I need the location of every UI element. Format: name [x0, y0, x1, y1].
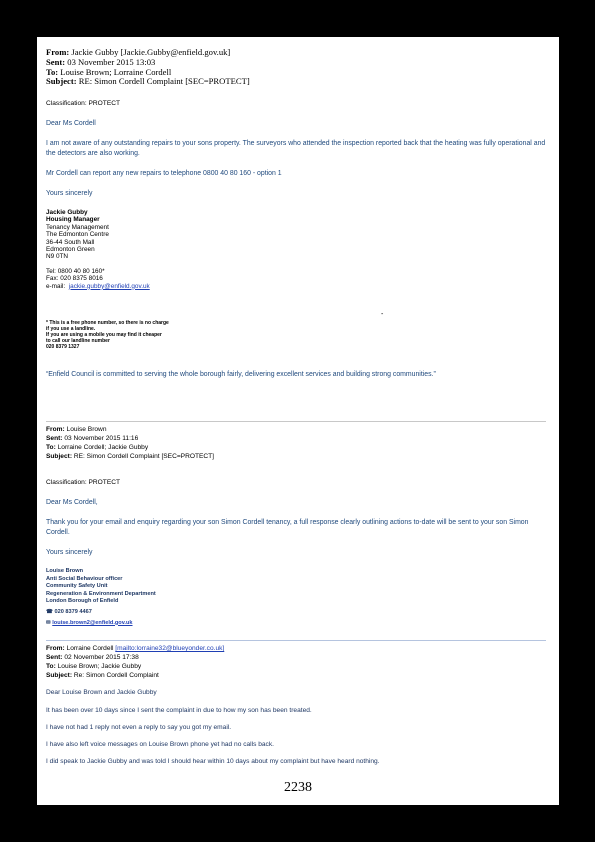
signature-line: 36-44 South Mall — [46, 238, 95, 246]
signature-line: Community Safety Unit — [46, 583, 108, 590]
freephone-footnote — [46, 320, 546, 350]
page-number: 2238 — [284, 780, 312, 795]
body-paragraph: I have also left voice messages on Louise Brown phone yet had no calls back. — [46, 741, 274, 748]
divider — [46, 640, 546, 641]
footnote-line: if you use a landline. — [46, 326, 96, 332]
to-label: To: — [46, 66, 59, 77]
phone-number: 020 8379 4467 — [54, 608, 92, 615]
divider — [46, 421, 546, 422]
document-page — [37, 37, 559, 805]
body-paragraph: Thank you for your email and enquiry regarding your son Simon Cordell tenancy, a full response clearly outlining actions to-date will be sent to your son Simon Cordell. — [46, 519, 529, 536]
signature-line: Edmonton Green — [46, 246, 95, 254]
fax: Fax: 020 8375 8016 — [46, 275, 103, 283]
footnote-line: * This is a free phone number, so there is no charge — [46, 320, 169, 326]
sent-value: 03 November 2015 11:16 — [64, 435, 139, 442]
greeting: Dear Louise Brown and Jackie Gubby — [46, 689, 157, 696]
from-value: Lorraine Cordell — [66, 645, 114, 652]
sent-value: 02 November 2015 17:38 — [64, 654, 139, 661]
telephone: Tel: 0800 40 80 160* — [46, 267, 105, 275]
signature-name: Jackie Gubby — [46, 209, 88, 216]
subject-label: Subject: — [46, 672, 73, 679]
signature-block — [46, 568, 546, 627]
sent-value: 03 November 2015 13:03 — [67, 56, 156, 67]
signature-line: The Edmonton Centre — [46, 231, 109, 239]
from-value: Jackie Gubby [Jackie.Gubby@enfield.gov.uk] — [71, 47, 231, 57]
subject-label: Subject: — [46, 76, 77, 87]
signature-title: Housing Manager — [46, 216, 100, 224]
envelope-icon: ✉ — [46, 619, 51, 626]
email1-header — [46, 48, 546, 87]
footnote-line: to call our landline number — [46, 338, 110, 344]
from-label: From: — [46, 645, 65, 652]
from-label: From: — [46, 426, 65, 433]
body-paragraph: I am not aware of any outstanding repairs to your sons property. The surveyors who attended the inspection reported back that the heating was fully operational and the detectors are also working. — [46, 140, 546, 157]
phone-icon: ☎ — [46, 608, 53, 615]
closing: Yours sincerely — [46, 190, 93, 197]
body-paragraph: I have not had 1 reply not even a reply to say you got my email. — [46, 724, 232, 731]
body-paragraph: It has been over 10 days since I sent the complaint in due to how my son has been treated. — [46, 707, 312, 714]
stray-dash: - — [381, 311, 384, 318]
to-value: Louise Brown; Jackie Gubby — [57, 663, 142, 670]
to-label: To: — [46, 663, 56, 670]
email-link[interactable]: louise.brown2@enfield.gov.uk — [52, 619, 133, 626]
email-link[interactable]: jackie.gubby@enfield.gov.uk — [68, 282, 150, 290]
to-value: Lorraine Cordell; Jackie Gubby — [57, 444, 149, 451]
body-paragraph: I did speak to Jackie Gubby and was told I should hear within 10 days about my complaint but have heard nothing. — [46, 758, 380, 765]
from-label: From: — [46, 47, 70, 57]
footnote-line: If you are using a mobile you may find it cheaper — [46, 332, 162, 338]
signature-line: Regeneration & Environment Department — [46, 590, 156, 597]
signature-line: N9 0TN — [46, 253, 69, 261]
greeting: Dear Ms Cordell — [46, 120, 96, 127]
classification: Classification: PROTECT — [46, 479, 121, 486]
signature-block — [46, 209, 546, 290]
greeting: Dear Ms Cordell, — [46, 499, 98, 506]
to-label: To: — [46, 444, 56, 451]
subject-value: RE: Simon Cordell Complaint [SEC=PROTECT] — [78, 76, 250, 87]
sent-label: Sent: — [46, 654, 63, 661]
subject-value: Re: Simon Cordell Complaint — [73, 672, 159, 679]
subject-value: RE: Simon Cordell Complaint [SEC=PROTECT] — [73, 453, 215, 460]
subject-label: Subject: — [46, 453, 73, 460]
footnote-line: 020 8379 1327 — [46, 344, 80, 350]
sent-label: Sent: — [46, 56, 66, 67]
signature-line: Tenancy Management — [46, 223, 109, 231]
email-label: e-mail: — [46, 282, 66, 290]
from-value: Louise Brown — [66, 426, 107, 433]
signature-line: Louise Brown — [46, 568, 83, 574]
email2-header — [46, 425, 546, 461]
council-tagline: “Enfield Council is committed to serving the whole borough fairly, delivering excellent services and building strong communities.” — [46, 371, 436, 378]
signature-line: Anti Social Behaviour officer — [46, 575, 123, 582]
body-paragraph: Mr Cordell can report any new repairs to telephone 0800 40 80 160 - option 1 — [46, 170, 282, 177]
mailto-link[interactable]: [mailto:lorraine32@blueyonder.co.uk] — [115, 645, 225, 652]
signature-line: London Borough of Enfield — [46, 598, 119, 605]
email3-header — [46, 644, 546, 680]
closing: Yours sincerely — [46, 549, 93, 556]
classification: Classification: PROTECT — [46, 100, 121, 107]
to-value: Louise Brown; Lorraine Cordell — [60, 66, 172, 77]
sent-label: Sent: — [46, 435, 63, 442]
